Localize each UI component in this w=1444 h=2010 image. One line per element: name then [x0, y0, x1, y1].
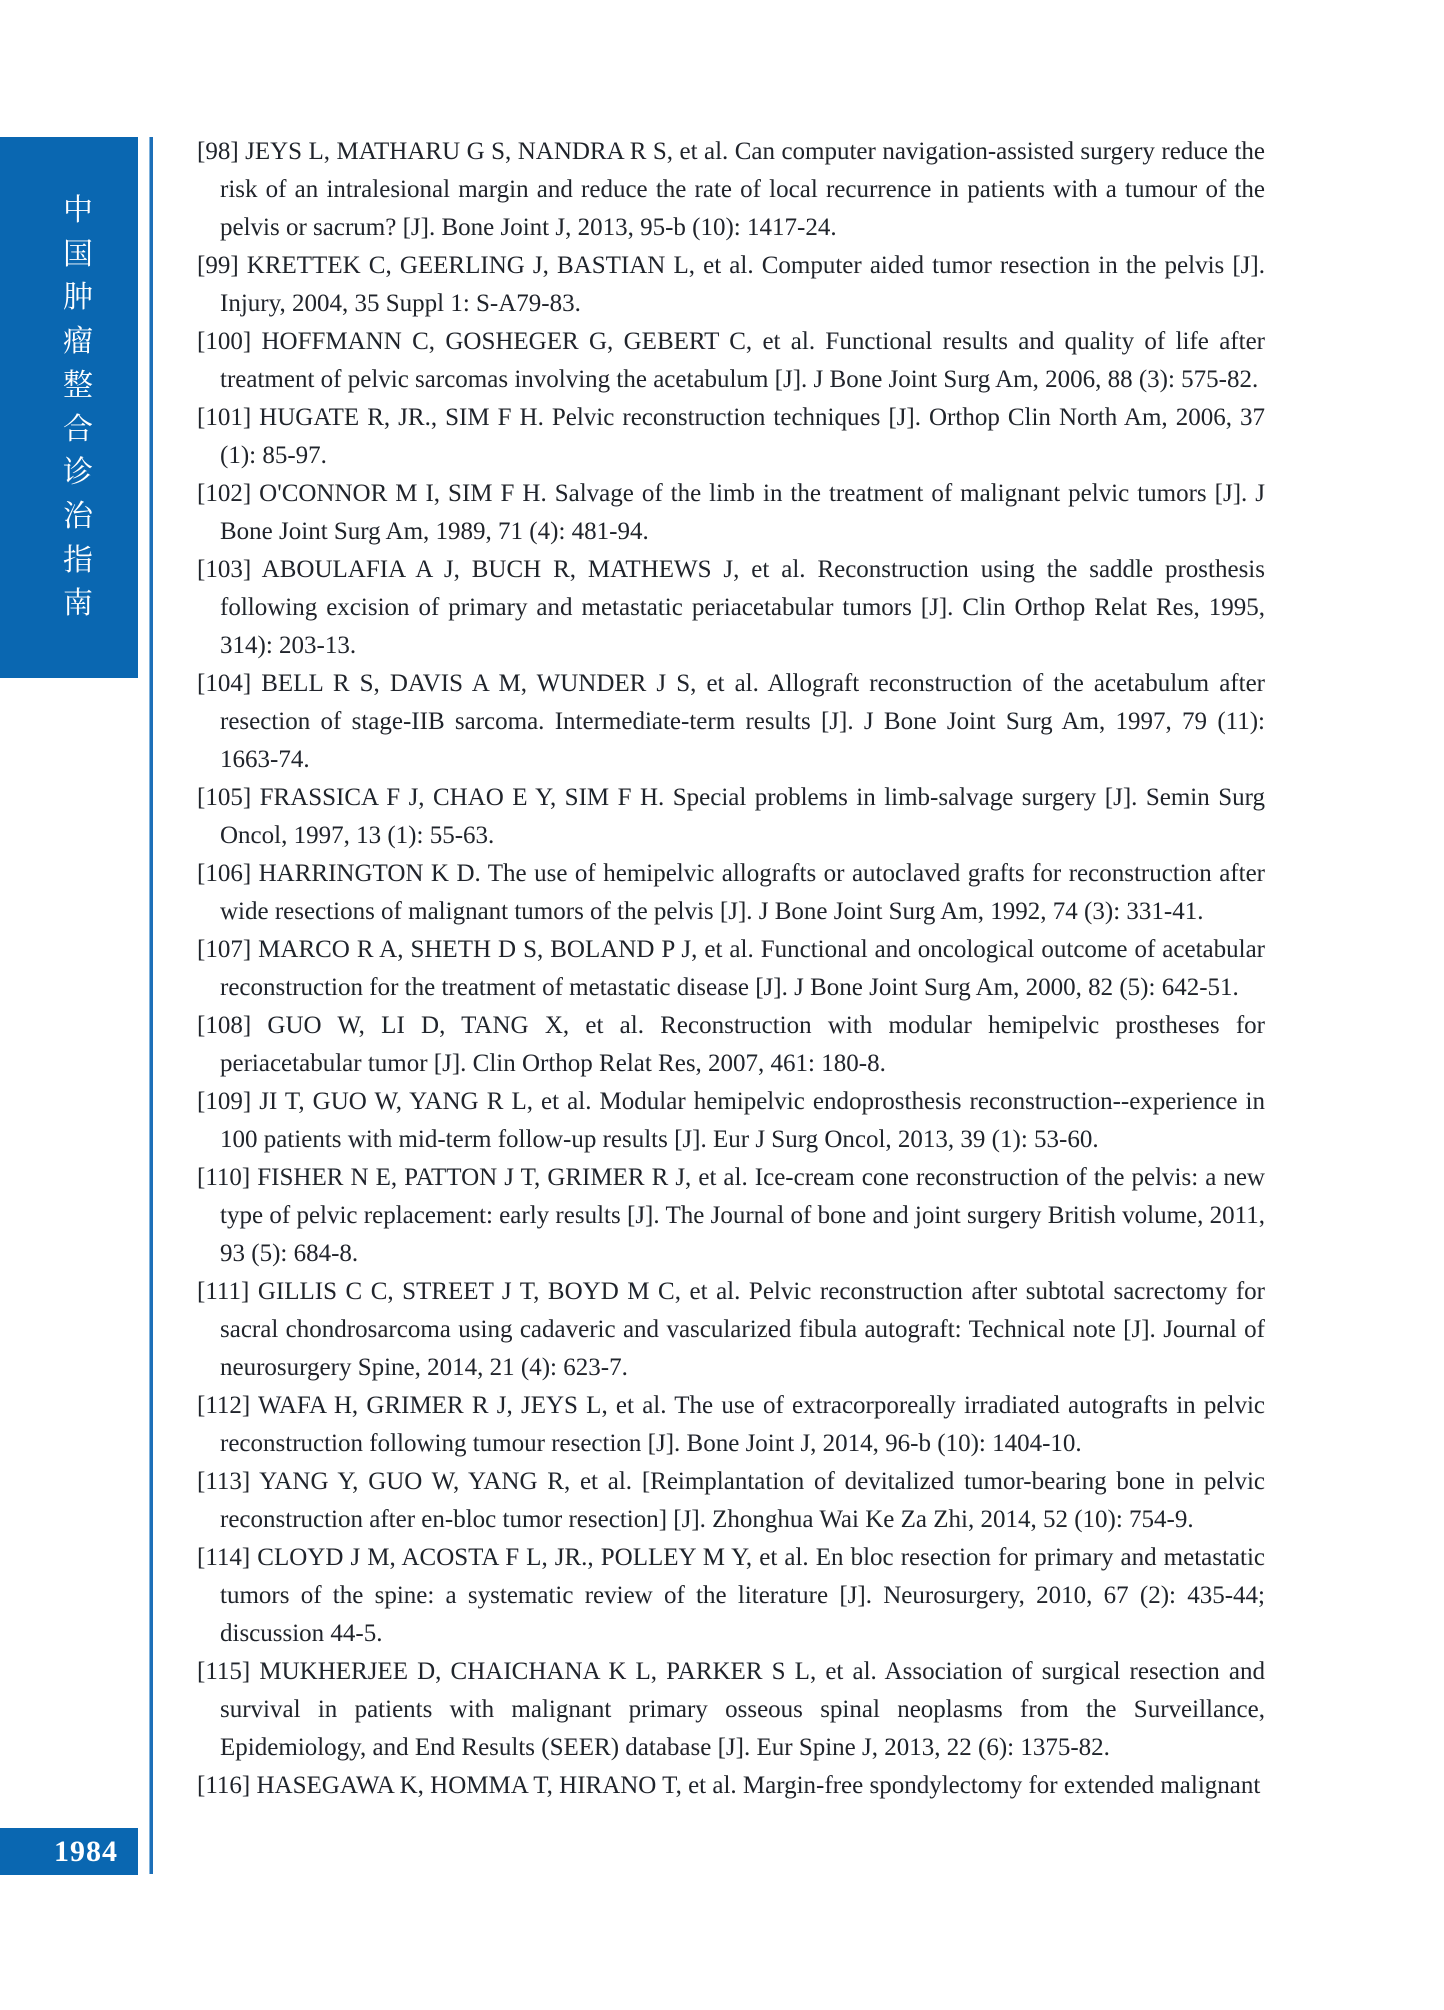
reference-text: HUGATE R, JR., SIM F H. Pelvic reconstruction techniques [J]. Orthop Clin North Am, 2006, 37 (1): 85-97.: [220, 404, 1265, 469]
book-title-character: 国: [63, 236, 93, 272]
page-number-badge: [0, 1828, 138, 1875]
reference-number: [108]: [197, 1012, 252, 1039]
reference-number: [107]: [197, 936, 252, 963]
reference-text: HARRINGTON K D. The use of hemipelvic allografts or autoclaved grafts for reconstruction after wide resections of malignant tumors of the pelvis [J]. J Bone Joint Surg Am, 1992, 74 (3): 331-41.: [220, 860, 1265, 925]
reference-text: HASEGAWA K, HOMMA T, HIRANO T, et al. Margin-free spondylectomy for extended malignant: [250, 1772, 1261, 1799]
book-title-character: 南: [63, 586, 93, 622]
book-title-character: 整: [63, 367, 93, 403]
reference-text: JI T, GUO W, YANG R L, et al. Modular hemipelvic endoprosthesis reconstruction--experience in 100 patients with mid-term follow-up results [J]. Eur J Surg Oncol, 2013, 39 (1): 53-60.: [220, 1088, 1265, 1153]
vertical-divider-rule: [149, 137, 153, 1874]
reference-item: [197, 1007, 1265, 1083]
reference-item: [197, 323, 1265, 399]
reference-number: [109]: [197, 1088, 252, 1115]
reference-item: [197, 1273, 1265, 1387]
reference-number: [99]: [197, 252, 239, 279]
reference-item: [197, 855, 1265, 931]
reference-item: [197, 1159, 1265, 1273]
reference-text: ABOULAFIA A J, BUCH R, MATHEWS J, et al. Reconstruction using the saddle prosthesis following excision of primary and metastatic periacetabular tumors [J]. Clin Orthop Relat Res, 1995, 314): 203-13.: [220, 556, 1265, 659]
reference-number: [98]: [197, 138, 239, 165]
book-title-character: 指: [63, 542, 93, 578]
reference-text: GUO W, LI D, TANG X, et al. Reconstruction with modular hemipelvic prostheses for periacetabular tumor [J]. Clin Orthop Relat Res, 2007, 461: 180-8.: [220, 1012, 1265, 1077]
reference-item: [197, 247, 1265, 323]
reference-number: [101]: [197, 404, 252, 431]
reference-number: [106]: [197, 860, 252, 887]
reference-item: [197, 475, 1265, 551]
reference-number: [116]: [197, 1772, 251, 1799]
reference-text: FRASSICA F J, CHAO E Y, SIM F H. Special problems in limb-salvage surgery [J]. Semin Surg Oncol, 1997, 13 (1): 55-63.: [220, 784, 1265, 849]
reference-text: HOFFMANN C, GOSHEGER G, GEBERT C, et al. Functional results and quality of life after treatment of pelvic sarcomas involving the acetabulum [J]. J Bone Joint Surg Am, 2006, 88 (3): 575-82.: [220, 328, 1265, 393]
book-title-character: 肿: [63, 280, 93, 316]
reference-number: [102]: [197, 480, 252, 507]
reference-number: [103]: [197, 556, 252, 583]
reference-text: MARCO R A, SHETH D S, BOLAND P J, et al. Functional and oncological outcome of acetabular reconstruction for the treatment of metastatic disease [J]. J Bone Joint Surg Am, 2000, 82 (5): 642-51.: [220, 936, 1265, 1001]
reference-number: [115]: [197, 1658, 251, 1685]
reference-text: GILLIS C C, STREET J T, BOYD M C, et al. Pelvic reconstruction after subtotal sacrectomy for sacral chondrosarcoma using cadaveric and vascularized fibula autograft: Technical note [J]. Journal of neurosurgery Spine, 2014, 21 (4): 623-7.: [220, 1278, 1265, 1381]
reference-text: O'CONNOR M I, SIM F H. Salvage of the limb in the treatment of malignant pelvic tumors [J]. J Bone Joint Surg Am, 1989, 71 (4): 481-94.: [220, 480, 1265, 545]
reference-text: MUKHERJEE D, CHAICHANA K L, PARKER S L, et al. Association of surgical resection and survival in patients with malignant primary osseous spinal neoplasms from the Surveillance, Epidemiology, and End Results (SEER) database [J]. Eur Spine J, 2013, 22 (6): 1375-82.: [220, 1658, 1265, 1761]
reference-item: [197, 1539, 1265, 1653]
reference-number: [113]: [197, 1468, 251, 1495]
book-title-character: 诊: [63, 455, 93, 491]
reference-item: [197, 779, 1265, 855]
reference-item: [197, 551, 1265, 665]
reference-item: [197, 1767, 1265, 1805]
reference-text: WAFA H, GRIMER R J, JEYS L, et al. The use of extracorporeally irradiated autografts in pelvic reconstruction following tumour resection [J]. Bone Joint J, 2014, 96-b (10): 1404-10.: [220, 1392, 1265, 1457]
reference-item: [197, 1387, 1265, 1463]
page-number: 1984: [54, 1834, 118, 1868]
reference-text: FISHER N E, PATTON J T, GRIMER R J, et al. Ice-cream cone reconstruction of the pelvis: a new type of pelvic replacement: early results [J]. The Journal of bone and joint surgery British volume, 2011, 93 (5): 684-8.: [220, 1164, 1265, 1267]
reference-number: [110]: [197, 1164, 251, 1191]
reference-number: [100]: [197, 328, 252, 355]
reference-item: [197, 399, 1265, 475]
book-title-character: 治: [63, 498, 93, 534]
reference-text: CLOYD J M, ACOSTA F L, JR., POLLEY M Y, et al. En bloc resection for primary and metastatic tumors of the spine: a systematic review of the literature [J]. Neurosurgery, 2010, 67 (2): 435-44; discussion 44-5.: [220, 1544, 1265, 1647]
reference-text: BELL R S, DAVIS A M, WUNDER J S, et al. Allograft reconstruction of the acetabulum after resection of stage-IIB sarcoma. Intermediate-term results [J]. J Bone Joint Surg Am, 1997, 79 (11): 1663-74.: [220, 670, 1265, 773]
book-title-character: 合: [63, 411, 93, 447]
reference-number: [114]: [197, 1544, 251, 1571]
reference-item: [197, 665, 1265, 779]
reference-item: [197, 1463, 1265, 1539]
book-title-character: 中: [63, 193, 93, 229]
book-title-character: 瘤: [63, 324, 93, 360]
reference-text: YANG Y, GUO W, YANG R, et al. [Reimplantation of devitalized tumor-bearing bone in pelvic reconstruction after en-bloc tumor resection] [J]. Zhonghua Wai Ke Za Zhi, 2014, 52 (10): 754-9.: [220, 1468, 1265, 1533]
reference-number: [104]: [197, 670, 252, 697]
reference-number: [111]: [197, 1278, 250, 1305]
book-title-banner: [0, 137, 138, 678]
reference-item: [197, 1083, 1265, 1159]
reference-text: KRETTEK C, GEERLING J, BASTIAN L, et al. Computer aided tumor resection in the pelvis [J]. Injury, 2004, 35 Suppl 1: S-A79-83.: [220, 252, 1265, 317]
reference-item: [197, 931, 1265, 1007]
reference-list: [197, 133, 1265, 1805]
reference-number: [105]: [197, 784, 252, 811]
reference-number: [112]: [197, 1392, 251, 1419]
reference-item: [197, 133, 1265, 247]
reference-text: JEYS L, MATHARU G S, NANDRA R S, et al. Can computer navigation-assisted surgery reduce the risk of an intralesional margin and reduce the rate of local recurrence in patients with a tumour of the pelvis or sacrum? [J]. Bone Joint J, 2013, 95-b (10): 1417-24.: [220, 138, 1265, 241]
reference-item: [197, 1653, 1265, 1767]
